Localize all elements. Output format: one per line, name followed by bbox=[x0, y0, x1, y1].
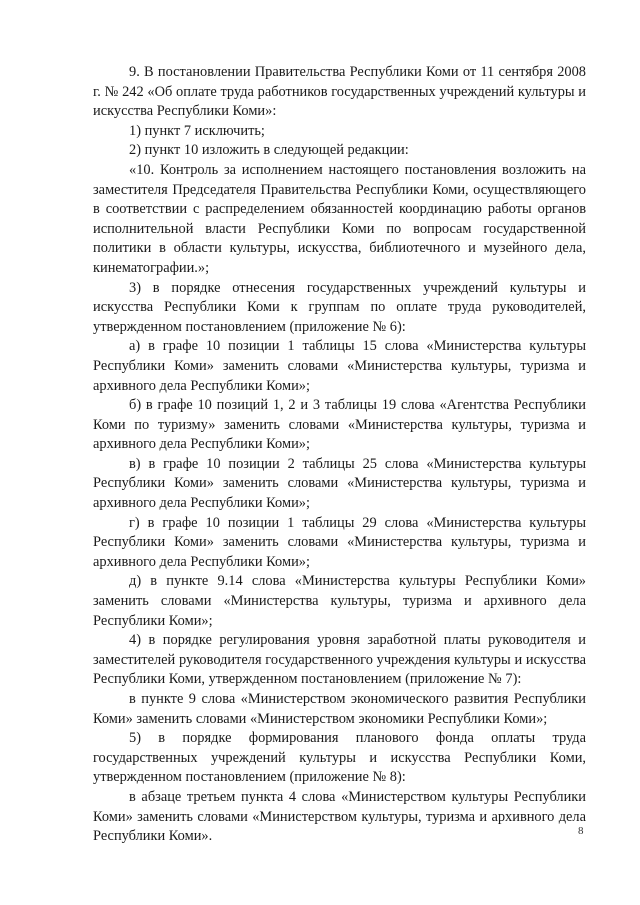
paragraph-subitem-4-text: в пункте 9 слова «Министерством экономического развития Республики Коми» заменить словами «Министерством экономики Республики Коми»; bbox=[93, 691, 586, 727]
paragraph-subitem-3a: а) в графе 10 позиции 1 таблицы 15 слова «Министерства культуры Республики Коми» заменить словами «Министерства культуры, туризма и архивного дела Республики Коми»; bbox=[93, 338, 586, 394]
document-body bbox=[93, 63, 586, 847]
paragraph-subitem-4: 4) в порядке регулирования уровня заработной платы руководителя и заместителей руководителя государственного учреждения культуры и искусства Республики Коми, утвержденном постановлением (приложение № 7): bbox=[93, 632, 586, 688]
page-number: 8 bbox=[578, 825, 584, 837]
paragraph-subitem-5-text: в абзаце третьем пункта 4 слова «Министерством культуры Республики Коми» заменить словами «Министерством культуры, туризма и архивного дела Республики Коми». bbox=[93, 788, 586, 845]
paragraph-subitem-3d: д) в пункте 9.14 слова «Министерства культуры Республики Коми» заменить словами «Министерства культуры, туризма и архивного дела Республики Коми»; bbox=[93, 573, 586, 629]
paragraph-subitem-5: 5) в порядке формирования планового фонда оплаты труда государственных учреждений культуры и искусства Республики Коми, утвержденном постановлением (приложение № 8): bbox=[93, 730, 586, 786]
paragraph-quoted-item-10: «10. Контроль за исполнением настоящего постановления возложить на заместителя Председателя Правительства Республики Коми, осуществляющего в соответствии с распределением обязанностей координацию работы органов исполнительной власти Республики Коми по вопросам государственной политики в области культуры, искусства, библиотечного и музейного дела, кинематографии.»; bbox=[93, 161, 586, 276]
paragraph-subitem-2: 2) пункт 10 изложить в следующей редакции: bbox=[129, 142, 409, 159]
paragraph-subitem-3: 3) в порядке отнесения государственных учреждений культуры и искусства Республики Коми к группам по оплате труда руководителей, утвержденном постановлением (приложение № 6): bbox=[93, 279, 586, 335]
paragraph-subitem-1: 1) пункт 7 исключить; bbox=[129, 122, 265, 139]
paragraph-subitem-3g: г) в графе 10 позиции 1 таблицы 29 слова «Министерства культуры Республики Коми» заменить словами «Министерства культуры, туризма и архивного дела Республики Коми»; bbox=[93, 514, 586, 570]
paragraph-subitem-3b: б) в графе 10 позиций 1, 2 и 3 таблицы 19 слова «Агентства Республики Коми по туризму» заменить словами «Министерства культуры, туризма и архивного дела Республики Коми»; bbox=[93, 397, 586, 453]
paragraph-item-9: 9. В постановлении Правительства Республики Коми от 11 сентября 2008 г. № 242 «Об оплате труда работников государственных учреждений культуры и искусства Республики Коми»: bbox=[93, 64, 586, 120]
paragraph-subitem-3v: в) в графе 10 позиции 2 таблицы 25 слова «Министерства культуры Республики Коми» заменить словами «Министерства культуры, туризма и архивного дела Республики Коми»; bbox=[93, 455, 586, 512]
